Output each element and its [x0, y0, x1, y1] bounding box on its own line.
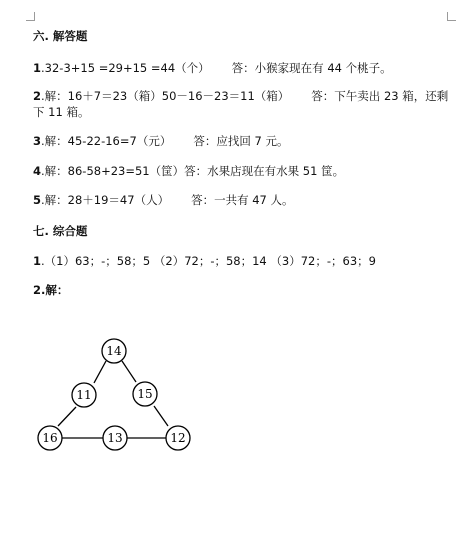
section-6-title: 六. 解答题: [33, 29, 88, 43]
node-bottom-right-label: 12: [170, 431, 186, 445]
answer-number: 5: [33, 193, 42, 207]
node-top-label: 14: [106, 344, 122, 358]
edge-top-left-lower: [58, 407, 76, 426]
answer-number: 3: [33, 134, 42, 148]
answer-statement: 答：下午卖出 23 箱，还剩: [311, 89, 449, 103]
answer-text: .解：: [41, 283, 69, 297]
answer-statement: 答：一共有 47 人。: [191, 193, 294, 207]
answer-text: .（1）63；-；58；5 （2）72；-；58；14 （3）72；-；63；9: [41, 254, 376, 268]
node-right-mid-label: 15: [137, 387, 153, 401]
node-bottom-mid-label: 13: [107, 431, 123, 445]
answer-number: 2: [33, 283, 42, 297]
answer-statement: 答：应找回 7 元。: [193, 134, 289, 148]
answer-equation: .解：86-58+23=51（筐）答：水果店现在有水果 51 筐。: [41, 164, 345, 178]
answer-number: 2: [33, 89, 42, 103]
answer-number: 1: [33, 61, 42, 75]
section-7-title: 七. 综合题: [33, 224, 88, 238]
answer-equation: .32-3+15 =29+15 =44（个）: [41, 61, 210, 75]
answer-equation: .解：28＋19＝47（人）: [41, 193, 170, 207]
answer-number: 4: [33, 164, 42, 178]
edge-top-right-upper: [122, 361, 136, 382]
edge-top-left-upper: [94, 361, 106, 383]
node-left-mid-label: 11: [76, 388, 92, 402]
answer-number: 1: [33, 254, 42, 268]
answer-statement: 答：小猴家现在有 44 个桃子。: [231, 61, 392, 75]
node-bottom-left-label: 16: [42, 431, 58, 445]
edge-top-right-lower: [154, 406, 168, 426]
answer-6-2-continuation: 下 11 箱。: [33, 105, 90, 119]
answer-equation: .解：45-22-16=7（元）: [41, 134, 172, 148]
answer-equation: .解：16＋7＝23（箱）50－16－23＝11（箱）: [41, 89, 290, 103]
